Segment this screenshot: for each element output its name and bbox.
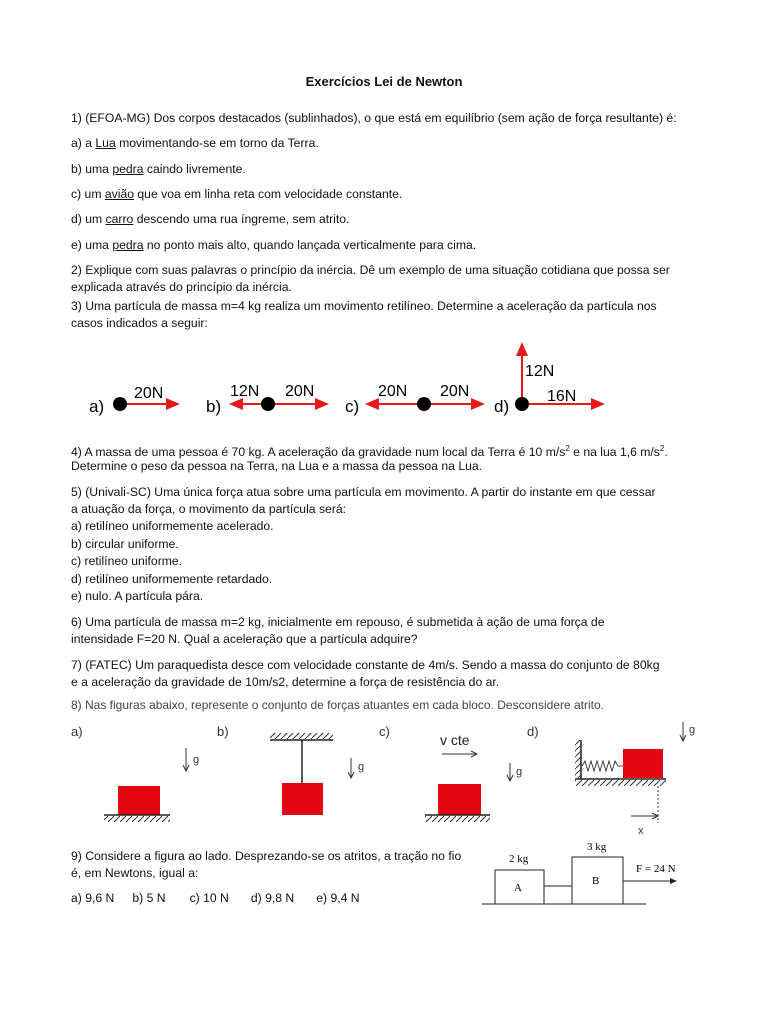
q1-option-b: b) uma pedra caindo livremente. (71, 162, 246, 176)
q9-label-a: A (514, 882, 522, 894)
q5-line1: 5) (Univali-SC) Uma única força atua sobre uma partícula em movimento. A partir do instante em que cessar (71, 485, 656, 499)
q3-fig-label-b: b) (206, 397, 222, 416)
q8-c-g: g (516, 766, 523, 778)
q3-b-left-force: 12N (230, 383, 260, 400)
q1-option-a: a) a Lua movimentando-se em torno da Terra. (71, 136, 319, 150)
q6-line2: intensidade F=20 N. Qual a aceleração que a partícula adquire? (71, 632, 418, 646)
q3-c-left-force: 20N (378, 383, 408, 400)
q3-d-right-force: 16N (547, 388, 577, 405)
q1-option-d: d) um carro descendo uma rua íngreme, sem atrito. (71, 212, 350, 226)
q8-b-g: g (358, 761, 365, 773)
q9-option-b: b) 5 N (132, 891, 166, 905)
q6-line1: 6) Uma partícula de massa m=2 kg, inicialmente em repouso, é submetida à ação de uma força de (71, 615, 605, 629)
q9-force-label: F = 24 N (636, 863, 676, 875)
q2-line2: explicada através do princípio da inércia. (71, 280, 292, 294)
q1-option-e: e) uma pedra no ponto mais alto, quando lançada verticalmente para cima. (71, 238, 477, 252)
q8-d-x: x (638, 825, 644, 837)
page-title: Exercícios Lei de Newton (305, 74, 463, 89)
q9-option-d: d) 9,8 N (250, 891, 295, 905)
q3-c-right-force: 20N (440, 383, 470, 400)
q9-mass-a: 2 kg (509, 853, 529, 865)
q9-label-b: B (592, 875, 600, 887)
q8-label-a: a) (71, 724, 83, 739)
q7-line1: 7) (FATEC) Um paraquedista desce com velocidade constante de 4m/s. Sendo a massa do conjunto de 80kg (71, 658, 660, 672)
q9-line2: é, em Newtons, igual a: (71, 866, 199, 880)
q9-option-c: c) 10 N (189, 891, 229, 905)
q5-option-c: c) retilíneo uniforme. (71, 554, 183, 568)
q7-line2: e a aceleração da gravidade de 10m/s2, determine a força de resistência do ar. (71, 675, 500, 689)
q5-option-d: d) retilíneo uniformemente retardado. (71, 572, 273, 586)
q9-option-a: a) 9,6 N (71, 891, 115, 905)
q8-d-g: g (689, 724, 696, 736)
q4-line1: 4) A massa de uma pessoa é 70 kg. A aceleração da gravidade num local da Terra é 10 $m/s^2$ e na lua 1,6 $m/s^2$. (71, 444, 668, 460)
q3-a-force: 20N (134, 385, 164, 402)
q9-option-e: e) 9,4 N (316, 891, 360, 905)
q3-line1: 3) Uma partícula de massa m=4 kg realiza um movimento retilíneo. Determine a aceleração da partícula nos (71, 299, 657, 313)
q9-force-head (670, 878, 677, 884)
q5-option-b: b) circular uniforme. (71, 537, 179, 551)
q3-b-right-force: 20N (285, 383, 315, 400)
q8-label-d: d) (527, 724, 539, 739)
q2-line1: 2) Explique com suas palavras o princípio da inércia. Dê um exemplo de uma situação cotidiana que possa ser (71, 263, 670, 277)
q8-label-c: c) (379, 724, 390, 739)
q3-fig-label-d: d) (494, 397, 510, 416)
q8-a-g: g (193, 754, 200, 766)
q8-c-vcte: v cte (440, 732, 470, 748)
q5-option-a: a) retilíneo uniformemente acelerado. (71, 519, 274, 533)
q9-line1: 9) Considere a figura ao lado. Desprezando-se os atritos, a tração no fio (71, 849, 462, 863)
q5-line2: a atuação da força, o movimento da partícula será: (71, 502, 347, 516)
q1-option-c: c) um avião que voa em linha reta com velocidade constante. (71, 187, 403, 201)
q8-label-b: b) (217, 724, 229, 739)
q9-mass-b: 3 kg (587, 841, 607, 853)
q3-line2: casos indicados a seguir: (71, 316, 208, 330)
q5-option-e: e) nulo. A partícula pára. (71, 589, 204, 603)
q1-stem: 1) (EFOA-MG) Dos corpos destacados (sublinhados), o que está em equilíbrio (sem ação de força resultante) é: (71, 111, 677, 125)
q3-fig-label-a: a) (89, 397, 105, 416)
q4-line2: Determine o peso da pessoa na Terra, na Lua e a massa da pessoa na Lua. (71, 459, 483, 473)
q3-fig-label-c: c) (345, 397, 360, 416)
q8-stem: 8) Nas figuras abaixo, represente o conjunto de forças atuantes em cada bloco. Desconsidere atrito. (71, 698, 604, 712)
q3-d-up-force: 12N (525, 363, 555, 380)
